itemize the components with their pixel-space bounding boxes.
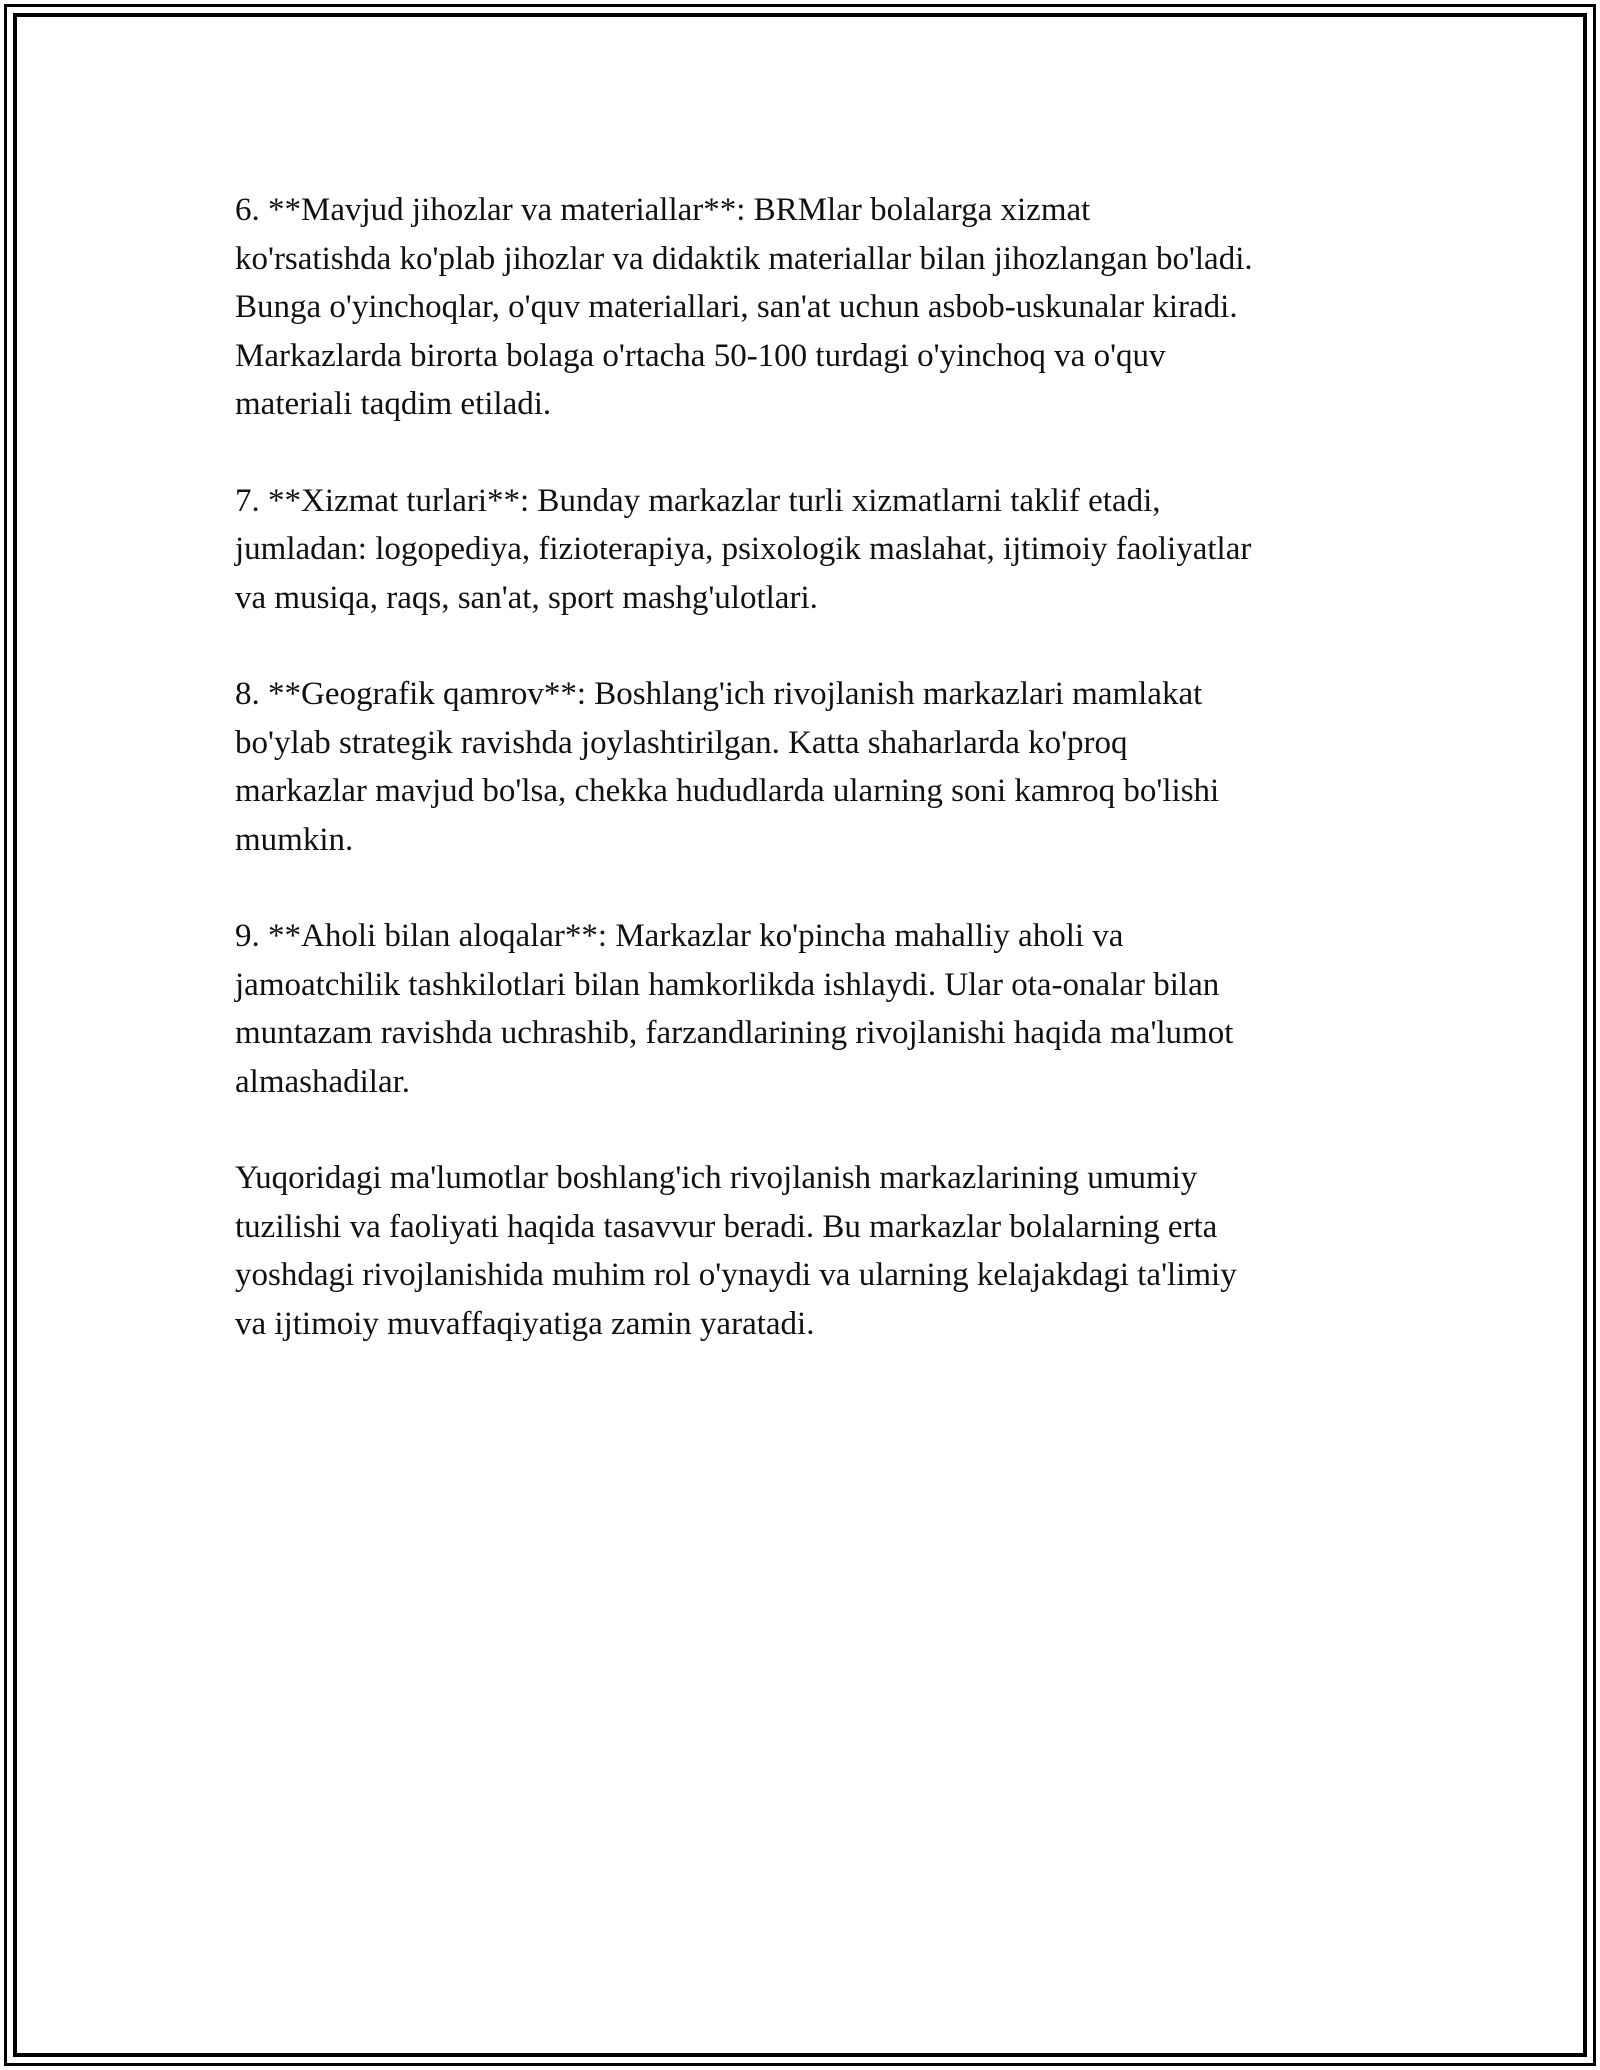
document-body xyxy=(235,186,1385,1396)
text-line: 8. **Geografik qamrov**: Boshlang'ich rivojlanish markazlari mamlakat xyxy=(235,676,1203,712)
text-line: va musiqa, raqs, san'at, sport mashg'ulotlari. xyxy=(235,579,818,616)
text-line: jumladan: logopediya, fizioterapiya, psixologik maslahat, ijtimoiy faoliyatlar xyxy=(235,531,1252,567)
text-line: mumkin. xyxy=(235,821,354,858)
text-line: bo'ylab strategik ravishda joylashtirilgan. Katta shaharlarda ko'proq xyxy=(235,724,1128,761)
text-line: jamoatchilik tashkilotlari bilan hamkorlikda ishlaydi. Ular ota-onalar bilan xyxy=(235,966,1220,1003)
text-line: materiali taqdim etiladi. xyxy=(235,386,552,422)
paragraph-service-types xyxy=(235,477,1385,623)
text-line: ko'rsatishda ko'plab jihozlar va didaktik materiallar bilan jihozlangan bo'ladi. xyxy=(235,240,1253,277)
paragraph-geographic-coverage xyxy=(235,670,1385,864)
paragraph-conclusion xyxy=(235,1154,1385,1348)
text-line: va ijtimoiy muvaffaqiyatiga zamin yaratadi. xyxy=(235,1305,815,1342)
text-line: tuzilishi va faoliyati haqida tasavvur beradi. Bu markazlar bolalarning erta xyxy=(235,1208,1218,1245)
paragraph-equipment-materials xyxy=(235,186,1385,429)
text-line: Yuqoridagi ma'lumotlar boshlang'ich rivojlanish markazlarining umumiy xyxy=(235,1160,1198,1196)
text-line: 6. **Mavjud jihozlar va materiallar**: BRMlar bolalarga xizmat xyxy=(235,192,1091,228)
text-line: almashadilar. xyxy=(235,1063,411,1100)
text-line: Bunga o'yinchoqlar, o'quv materiallari, san'at uchun asbob-uskunalar kiradi. xyxy=(235,289,1238,325)
text-line: muntazam ravishda uchrashib, farzandlarining rivojlanishi haqida ma'lumot xyxy=(235,1015,1234,1051)
text-line: markazlar mavjud bo'lsa, chekka hududlarda ularning soni kamroq bo'lishi xyxy=(235,773,1220,809)
paragraph-community-relations xyxy=(235,912,1385,1106)
text-line: Markazlarda birorta bolaga o'rtacha 50-100 turdagi o'yinchoq va o'quv xyxy=(235,337,1166,374)
text-line: 9. **Aholi bilan aloqalar**: Markazlar ko'pincha mahalliy aholi va xyxy=(235,918,1124,954)
text-line: 7. **Xizmat turlari**: Bunday markazlar turli xizmatlarni taklif etadi, xyxy=(235,482,1161,519)
text-line: yoshdagi rivojlanishida muhim rol o'ynaydi va ularning kelajakdagi ta'limiy xyxy=(235,1257,1237,1293)
